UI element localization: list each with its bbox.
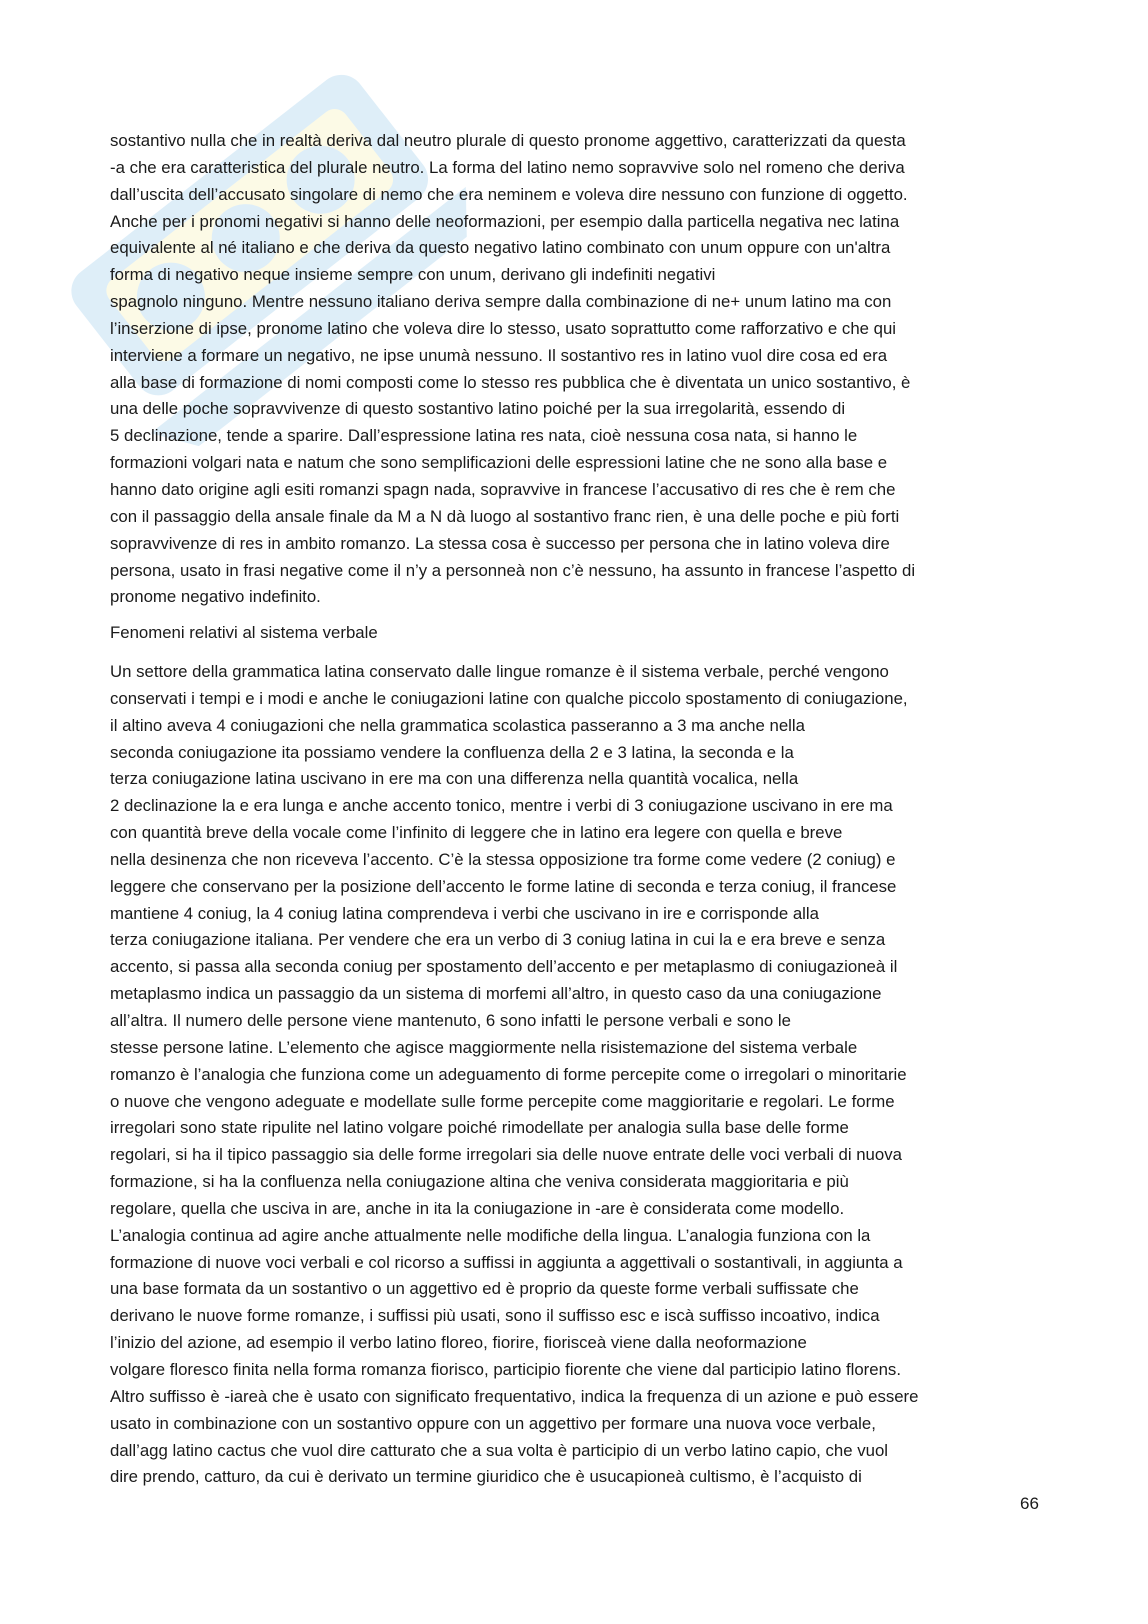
text-line: usato in combinazione con un sostantivo oppure con un aggettivo per formare una nuova voce verbale, (110, 1413, 876, 1433)
text-line: romanzo è l’analogia che funziona come un adeguamento di forme percepite come o irregolari o minoritarie (110, 1064, 907, 1084)
text-line: terza coniugazione latina uscivano in ere ma con una differenza nella quantità vocalica, nella (110, 769, 799, 789)
paragraph-sistema-verbale (110, 659, 1050, 1491)
text-line: sopravvivenze di res in ambito romanzo. La stessa cosa è successo per persona che in latino voleva dire (110, 533, 890, 553)
text-line: L’analogia continua ad agire anche attualmente nelle modifiche della lingua. L’analogia funziona con la (110, 1225, 871, 1245)
text-line: alla base di formazione di nomi composti come lo stesso res pubblica che è diventata un unico sostantivo, è (110, 372, 911, 392)
text-line: o nuove che vengono adeguate e modellate sulle forme percepite come maggioritarie e regolari. Le forme (110, 1091, 895, 1111)
page-number: 66 (1020, 1494, 1039, 1513)
text-line: interviene a formare un negativo, ne ipse unumà nessuno. Il sostantivo res in latino vuol dire cosa ed era (110, 345, 888, 365)
section-heading: Fenomeni relativi al sistema verbale (110, 623, 378, 643)
paragraph-pronomi-negativi (110, 128, 1050, 611)
text-line: all’altra. Il numero delle persone viene mantenuto, 6 sono infatti le persone verbali e sono le (110, 1011, 791, 1030)
text-line: forma di negativo neque insieme sempre con unum, derivano gli indefiniti negativi (110, 265, 716, 285)
text-line: regolari, si ha il tipico passaggio sia delle forme irregolari sia delle nuove entrate delle voci verbali di nuova (110, 1145, 902, 1165)
text-line: formazioni volgari nata e natum che sono semplificazioni delle espressioni latine che ne sono alla base e (110, 453, 888, 473)
text-line: sostantivo nulla che in realtà deriva dal neutro plurale di questo pronome aggettivo, caratterizzati da questa (110, 131, 906, 150)
text-line: mantiene 4 coniug, la 4 coniug latina comprendeva i verbi che uscivano in ire e corrisponde alla (110, 903, 819, 923)
text-line: seconda coniugazione ita possiamo vendere la confluenza della 2 e 3 latina, la seconda e la (110, 742, 794, 762)
text-line: leggere che conservano per la posizione dell’accento le forme latine di seconda e terza coniug, il francese (110, 876, 897, 896)
text-line: equivalente al né italiano e che deriva da questo negativo latino combinato con unum oppure con un'altra (110, 238, 891, 258)
text-line: una base formata da un sostantivo o un aggettivo ed è proprio da queste forme verbali suffissate che (110, 1279, 859, 1299)
text-line: una delle poche sopravvivenze di questo sostantivo latino poiché per la sua irregolarità, essendo di (110, 399, 846, 419)
text-line: conservati i tempi e i modi e anche le coniugazioni latine con qualche piccolo spostamento di coniugazione, (110, 688, 908, 708)
text-line: -a che era caratteristica del plurale neutro. La forma del latino nemo sopravvive solo nel romeno che deriva (110, 157, 905, 177)
text-line: hanno dato origine agli esiti romanzi spagn nada, sopravvive in francese l’accusativo di res che è rem che (110, 479, 896, 499)
text-line: Anche per i pronomi negativi si hanno delle neoformazioni, per esempio dalla particella negativa nec latina (110, 211, 900, 231)
text-line: persona, usato in frasi negative come il n’y a personneà non c’è nessuno, ha assunto in francese l’aspetto di (110, 560, 916, 580)
text-line: stesse persone latine. L’elemento che agisce maggiormente nella risistemazione del sistema verbale (110, 1037, 858, 1057)
text-line: formazione di nuove voci verbali e col ricorso a suffissi in aggiunta a aggettivali o sostantivali, in aggiunta a (110, 1252, 903, 1272)
text-line: con quantità breve della vocale come l’infinito di leggere che in latino era legere con quella e breve (110, 823, 843, 843)
text-line: dall’agg latino cactus che vuol dire catturato che a sua volta è participio di un verbo latino capio, che vuol (110, 1440, 889, 1460)
text-line: l’inizio del azione, ad esempio il verbo latino floreo, fiorire, fioriscеà viene dalla neoformazione (110, 1333, 807, 1353)
text-line: derivano le nuove forme romanze, i suffissi più usati, sono il suffisso esc e iscà suffisso incoativo, indica (110, 1306, 880, 1326)
text-line: nella desinenza che non riceveva l’accento. C’è la stessa opposizione tra forme come vedere (2 coniug) e (110, 849, 896, 869)
text-line: 5 declinazione, tende a sparire. Dall’espressione latina res nata, cioè nessuna cosa nata, si hanno le (110, 426, 858, 446)
text-line: 2 declinazione la e era lunga e anche accento tonico, mentre i verbi di 3 coniugazione uscivano in ere ma (110, 796, 893, 816)
text-line: irregolari sono state ripulite nel latino volgare poiché rimodellate per analogia sulla base delle forme (110, 1118, 849, 1138)
text-line: l’inserzione di ipse, pronome latino che voleva dire lo stesso, usato soprattutto come rafforzativo e che qui (110, 318, 897, 338)
text-line: dall’uscita dell’accusato singolare di nemo che era neminem e voleva dire nessuno con funzione di oggetto. (110, 184, 908, 204)
text-line: metaplasmo indica un passaggio da un sistema di morfemi all’altro, in questo caso da una coniugazione (110, 984, 882, 1004)
text-line: terza coniugazione italiana. Per vendere che era un verbo di 3 coniug latina in cui la e era breve e senza (110, 930, 886, 950)
text-line: accento, si passa alla seconda coniug per spostamento dell’accento e per metaplasmo di coniugazioneà il (110, 957, 898, 977)
text-line: volgare floresco finita nella forma romanza fiorisco, participio fiorente che viene dal participio latino florens. (110, 1359, 901, 1379)
text-line: Altro suffisso è -iareà che è usato con significato frequentativo, indica la frequenza di un azione e può essere (110, 1386, 919, 1406)
text-line: dire prendo, catturo, da cui è derivato un termine giuridico che è usucapioneà cultismo, è l’acquisto di (110, 1467, 862, 1487)
text-line: regolare, quella che usciva in are, anche in ita la coniugazione in -are è considerata come modello. (110, 1198, 845, 1218)
text-line: spagnolo ninguno. Mentre nessuno italiano deriva sempre dalla combinazione di ne+ unum latino ma con (110, 292, 892, 312)
text-line: il altino aveva 4 coniugazioni che nella grammatica scolastica passeranno a 3 ma anche nella (110, 715, 805, 735)
text-line: pronome negativo indefinito. (110, 587, 321, 607)
text-line: Un settore della grammatica latina conservato dalle lingue romanze è il sistema verbale, perché vengono (110, 662, 889, 682)
document-page (110, 128, 1050, 1491)
text-line: formazione, si ha la confluenza nella coniugazione altina che veniva considerata maggioritaria e più (110, 1172, 849, 1192)
text-line: con il passaggio della ansale finale da M a N dà luogo al sostantivo franc rien, è una delle poche e più forti (110, 506, 900, 526)
